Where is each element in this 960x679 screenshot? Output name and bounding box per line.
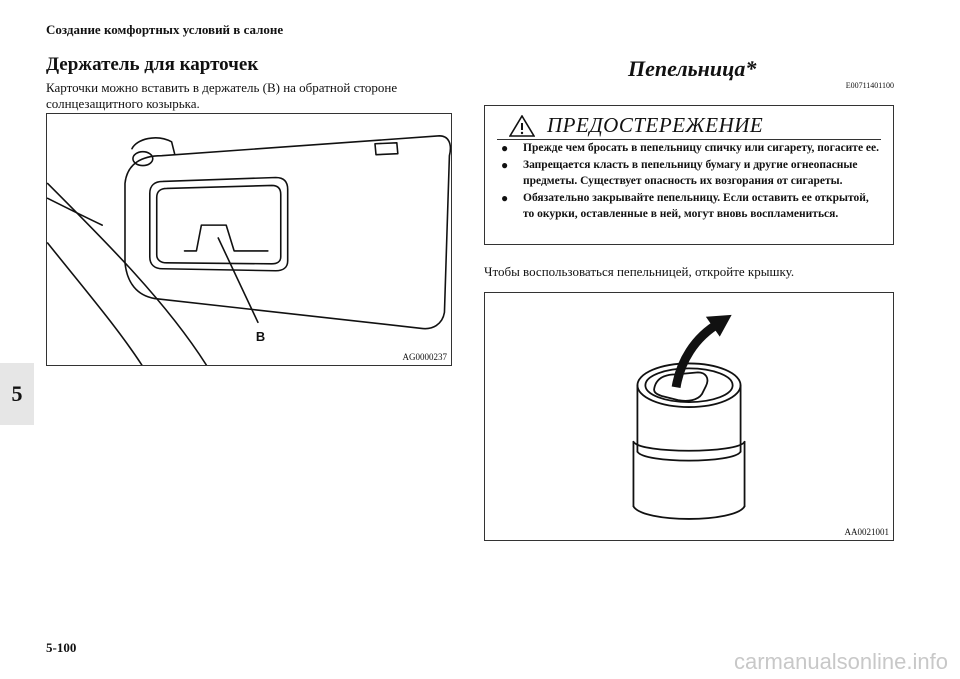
warning-list [501,140,881,223]
warning-header [497,112,881,140]
card-holder-title: Держатель для карточек [46,54,259,75]
ashtray-text: Чтобы воспользоваться пепельницей, откройте крышку. [484,264,795,279]
bullet-icon: ● [501,191,509,205]
figure-code-left: AG0000237 [402,352,447,362]
card-holder-text: Карточки можно вставить в держатель (B) на обратной стороне солнцезащитного козырька. [46,80,398,111]
ashtray-title: Пепельница* [628,56,757,81]
warning-title: ПРЕДОСТЕРЕЖЕНИЕ [547,113,764,137]
watermark: carmanualsonline.info [733,649,948,674]
ashtray-illustration [485,293,893,540]
warning-item: ● Прежде чем бросать в пепельницу спичку или сигарету, погасите ее. [501,141,880,155]
warning-box [484,105,894,245]
holder-label-b: B [255,329,266,345]
chapter-tab: 5 [0,363,34,425]
warning-item: ● Обязательно закрывайте пепельницу. Если оставить ее открытой, то окурки, оставленные в ней, могут вновь воспламениться. [501,191,869,220]
sun-visor-illustration [47,114,451,365]
figure-code-right: AA0021001 [844,527,889,537]
sun-visor-figure [46,113,452,366]
ashtray-section-code: E00711401100 [845,81,894,90]
warning-triangle-icon [509,115,535,137]
ashtray-figure [484,292,894,541]
bullet-icon: ● [501,158,509,172]
running-header: Создание комфортных условий в салоне [46,22,284,37]
warning-item: ● Запрещается класть в пепельницу бумагу и другие огнеопасные предметы. Существует опасность их возгорания от сигареты. [501,158,858,187]
bullet-icon: ● [501,141,509,155]
page-number: 5-100 [46,640,77,655]
